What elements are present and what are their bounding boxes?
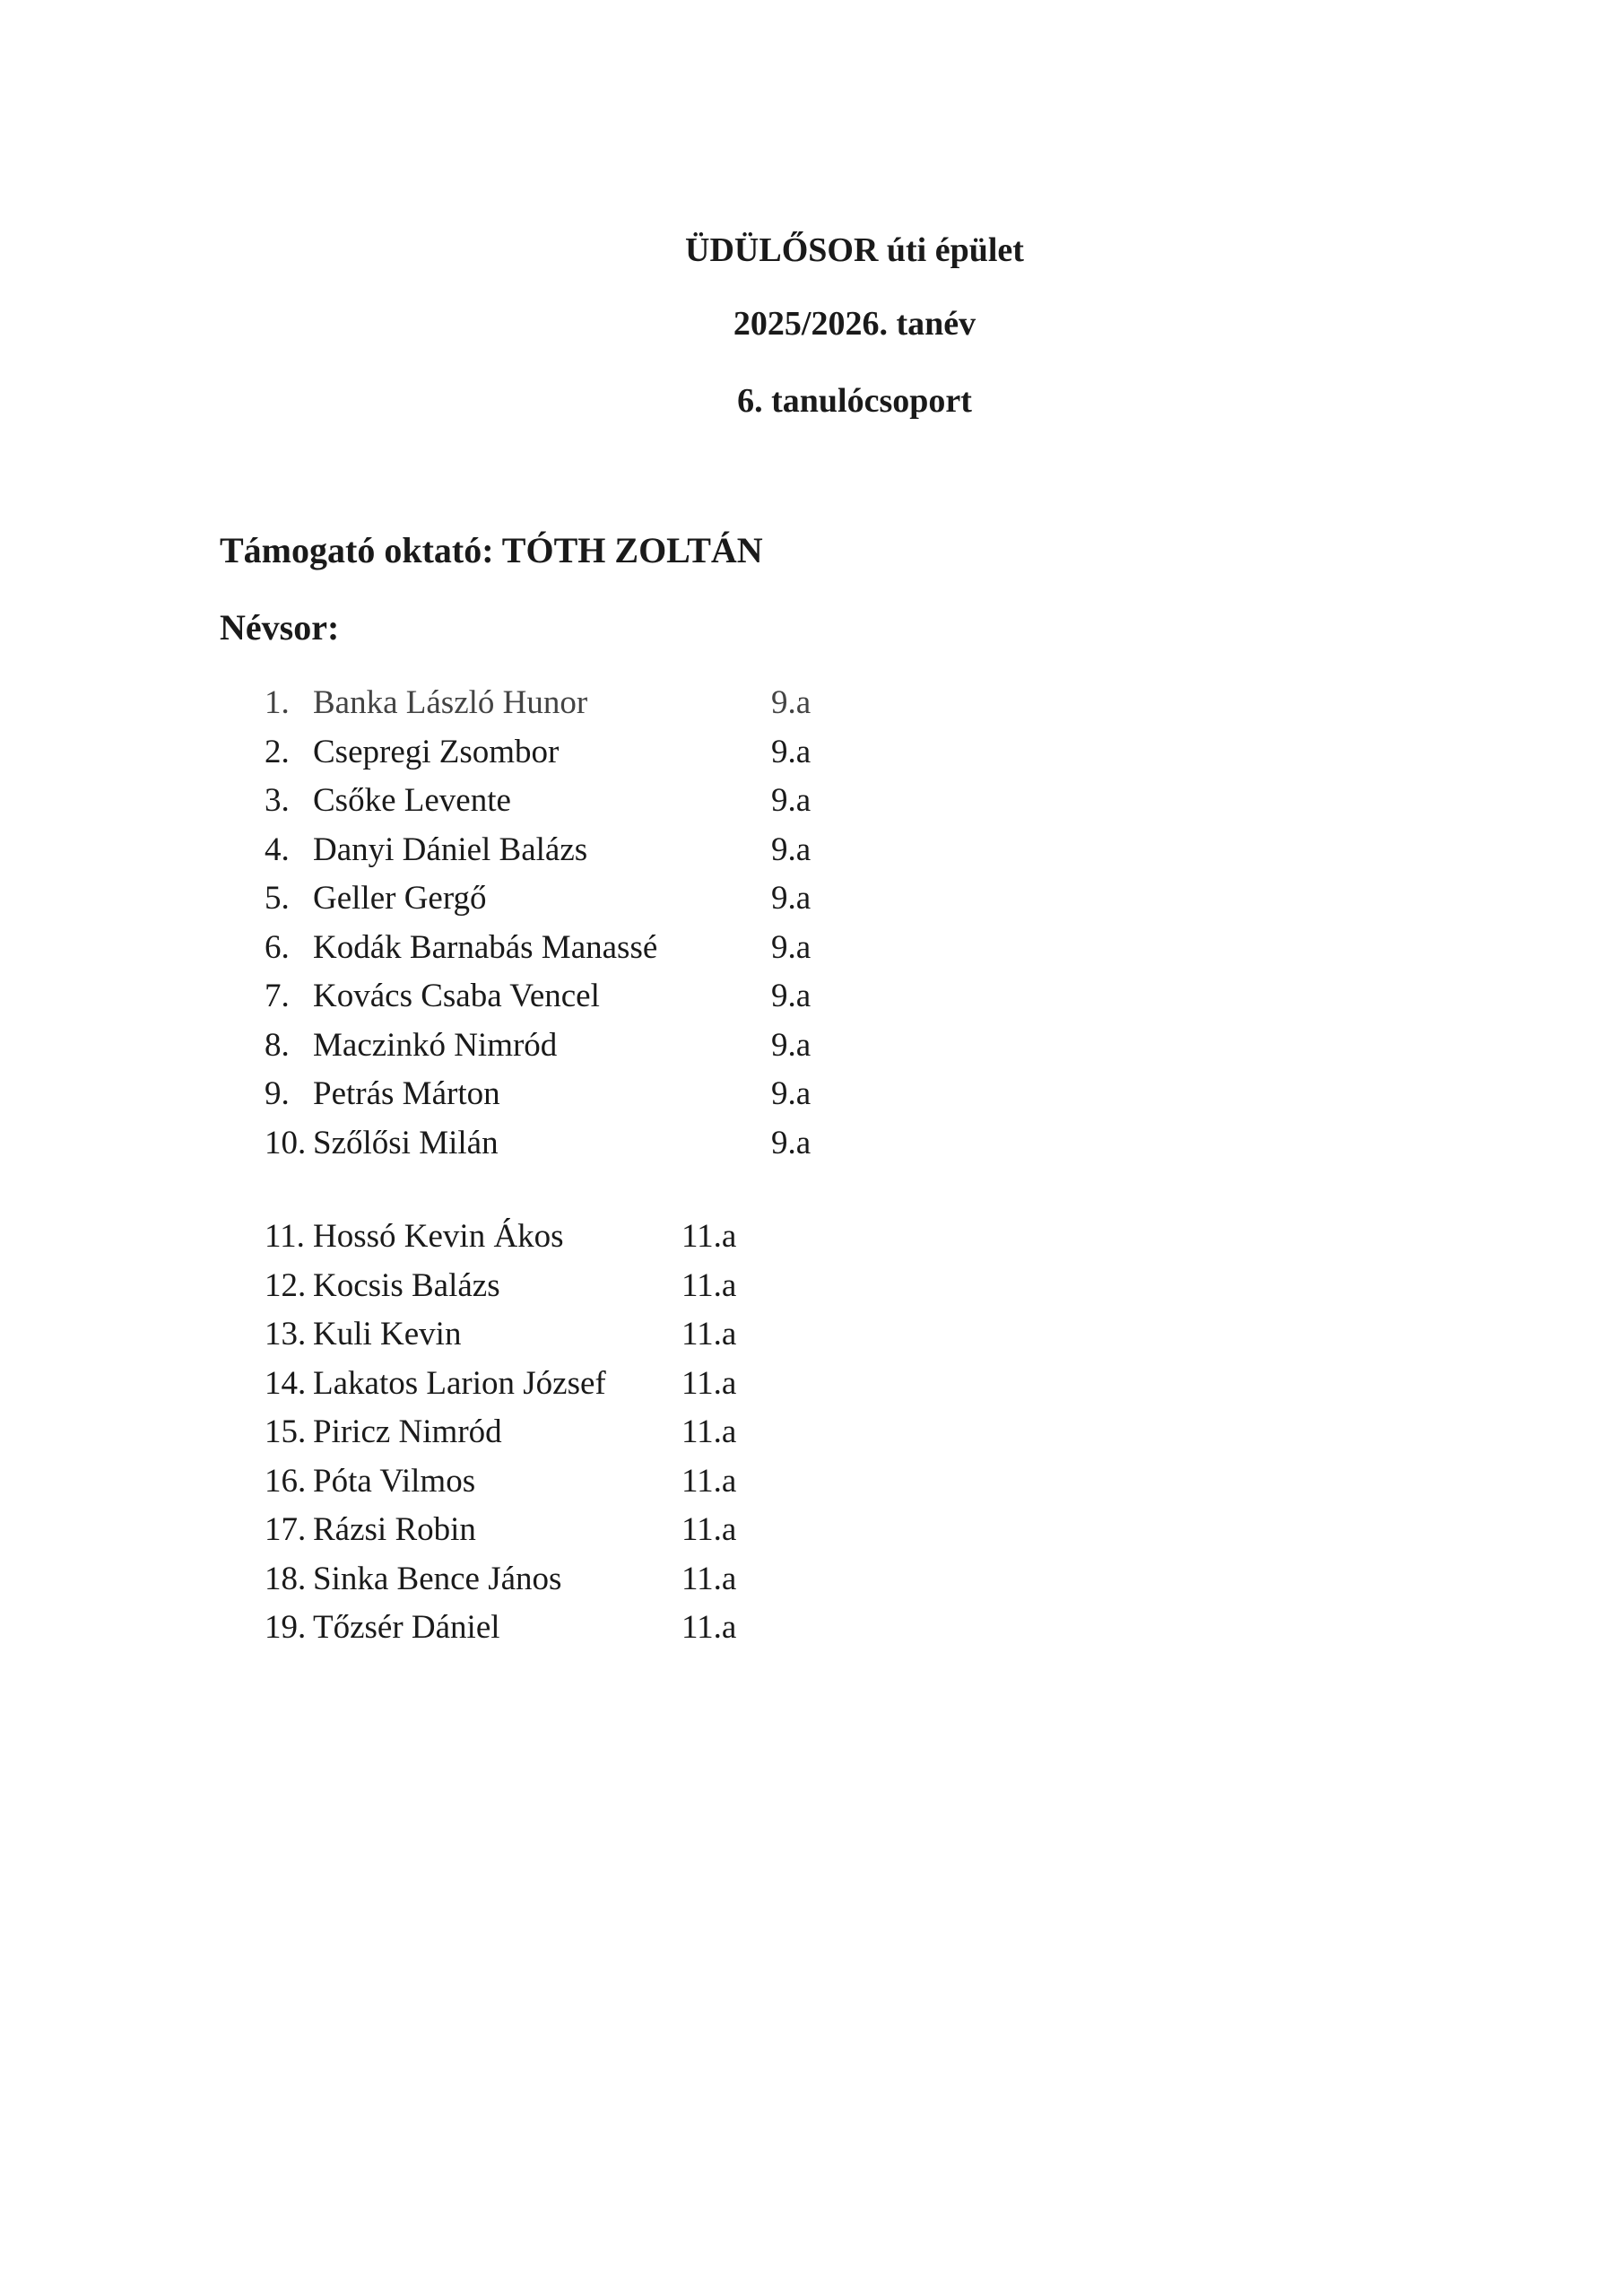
student-name: Kocsis Balázs (313, 1266, 500, 1304)
student-name: Banka László Hunor (313, 684, 588, 721)
student-name: Csőke Levente (313, 782, 511, 819)
student-name: Piricz Nimród (313, 1413, 502, 1450)
item-number: 17. (265, 1511, 307, 1548)
item-number: 14. (265, 1364, 307, 1402)
student-class: 11.a (681, 1560, 737, 1597)
item-number: 5. (265, 880, 290, 917)
school-year: 2025/2026. tanév (733, 305, 976, 343)
item-number: 10. (265, 1124, 307, 1161)
student-name: Maczinkó Nimród (313, 1026, 558, 1064)
student-class: 9.a (771, 733, 812, 770)
student-class: 11.a (681, 1266, 737, 1304)
student-class: 11.a (681, 1462, 737, 1500)
student-class: 11.a (681, 1413, 737, 1450)
student-class: 9.a (771, 831, 812, 868)
item-number: 7. (265, 978, 290, 1014)
item-number: 6. (265, 928, 290, 966)
item-number: 9. (265, 1075, 290, 1112)
student-name: Lakatos Larion József (313, 1364, 606, 1402)
item-number: 3. (265, 782, 290, 819)
student-class: 9.a (771, 978, 812, 1014)
student-class: 11.a (681, 1218, 737, 1255)
item-number: 4. (265, 831, 290, 868)
student-name: Danyi Dániel Balázs (313, 831, 588, 868)
item-number: 8. (265, 1026, 290, 1064)
student-class: 11.a (681, 1316, 737, 1352)
student-class: 11.a (681, 1609, 737, 1646)
student-name: Póta Vilmos (313, 1462, 476, 1500)
student-name: Tőzsér Dániel (313, 1609, 500, 1646)
student-name: Kodák Barnabás Manassé (313, 928, 658, 966)
building-title: ÜDÜLŐSOR úti épület (685, 231, 1024, 269)
student-class: 9.a (771, 1026, 812, 1064)
item-number: 11. (265, 1218, 305, 1255)
item-number: 15. (265, 1413, 307, 1450)
student-class: 9.a (771, 782, 812, 819)
student-name: Kovács Csaba Vencel (313, 978, 600, 1014)
student-name: Rázsi Robin (313, 1511, 476, 1548)
student-name: Geller Gergő (313, 880, 487, 917)
student-class: 9.a (771, 928, 812, 966)
item-number: 18. (265, 1560, 307, 1597)
student-name: Petrás Márton (313, 1075, 500, 1112)
teacher-label: Támogató oktató: TÓTH ZOLTÁN (220, 530, 763, 570)
item-number: 16. (265, 1462, 307, 1500)
student-class: 11.a (681, 1511, 737, 1548)
student-name: Csepregi Zsombor (313, 733, 560, 770)
roster-label: Névsor: (220, 607, 340, 648)
item-number: 19. (265, 1609, 307, 1646)
student-class: 9.a (771, 1124, 812, 1161)
group-title: 6. tanulócsoport (737, 382, 972, 420)
student-class: 11.a (681, 1364, 737, 1402)
student-class: 9.a (771, 1075, 812, 1112)
student-class: 9.a (771, 684, 812, 721)
student-name: Kuli Kevin (313, 1316, 462, 1352)
item-number: 13. (265, 1316, 307, 1352)
item-number: 12. (265, 1266, 307, 1304)
item-number: 1. (265, 684, 290, 721)
student-name: Szőlősi Milán (313, 1124, 499, 1161)
student-name: Hossó Kevin Ákos (313, 1218, 564, 1255)
item-number: 2. (265, 733, 290, 770)
student-class: 9.a (771, 880, 812, 917)
student-name: Sinka Bence János (313, 1560, 562, 1597)
